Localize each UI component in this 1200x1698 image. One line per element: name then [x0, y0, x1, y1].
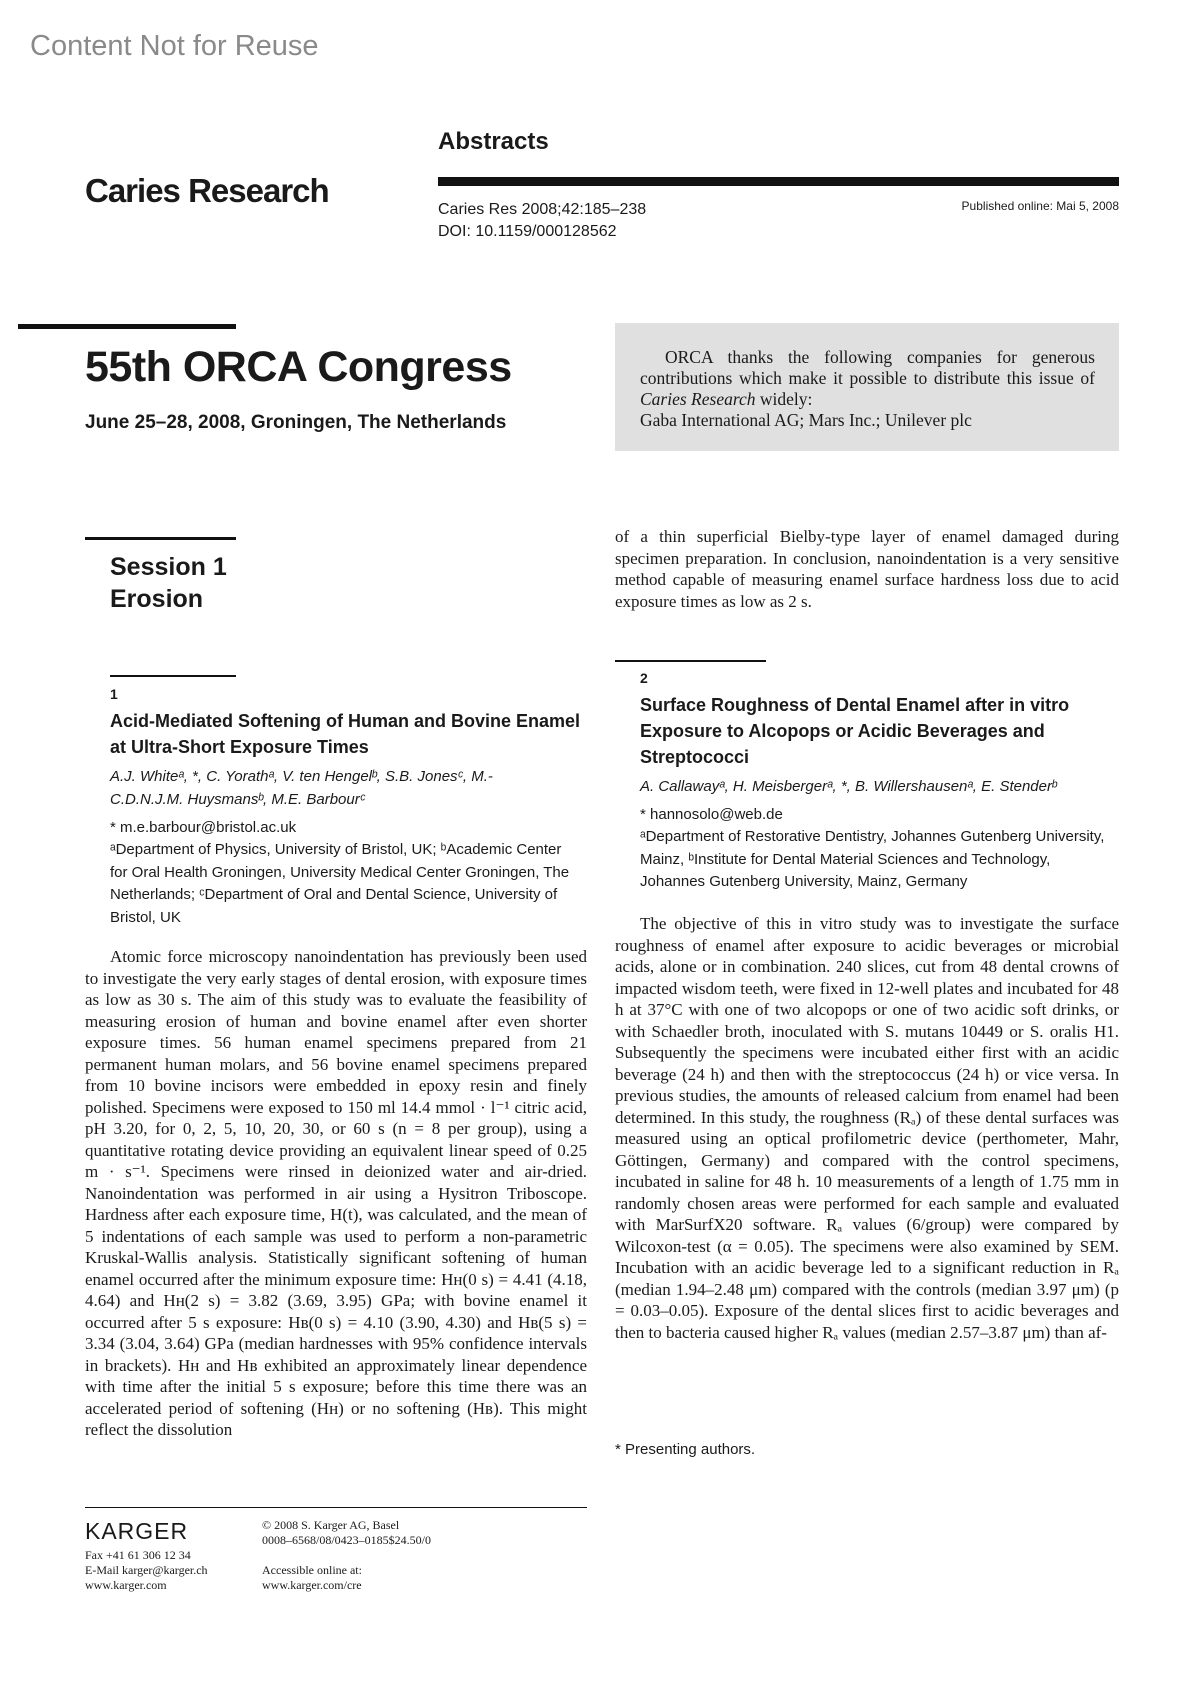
corresponding-email: * hannosolo@web.de: [640, 806, 783, 823]
abstract-authors: A.J. Whiteᵃ, *, C. Yorathᵃ, V. ten Hengelᵇ, S.B. Jonesᶜ, M.-C.D.N.J.M. Huysmansᵇ, M.E. Barbourᶜ: [110, 768, 493, 808]
affiliations: ᵃDepartment of Restorative Dentistry, Johannes Gutenberg University, Mainz, ᵇInstitute for Dental Material Sciences and Technology, Johannes Gutenberg University, Mainz, Germany: [640, 828, 1105, 890]
journal-name: Caries Research: [85, 172, 329, 209]
session-heading: Session 1 Erosion: [110, 553, 227, 613]
doi: DOI: 10.1159/000128562: [438, 223, 617, 240]
divider: [110, 675, 236, 677]
divider: [615, 660, 766, 662]
section-label: Abstracts: [438, 128, 549, 155]
citation: Caries Res 2008;42:185–238: [438, 201, 647, 218]
abstract-1-body: Atomic force microscopy nanoindentation has previously been used to investigate the very early stages of dental erosion, with exposure times as low as 30 s. The aim of this study was to evaluate the feasibility of measuring erosion of human and bovine enamel after even shorter exposure times. 56 human enamel specimens prepared from 21 permanent human molars, and 56 bovine enamel specimens prepared from 10 bovine incisors were embedded in epoxy resin and finely polished. Specimens were exposed to 150 ml 14.4 mmol · l⁻¹ citric acid, pH 3.20, for 0, 2, 5, 10, 20, 30, or 60 s (n = 8 per group), using a quantitative rotating device providing an equivalent linear speed of 0.25 m · s⁻¹. Specimens were rinsed in deionized water and air-dried. Nanoindentation was performed in air using a Hysitron Triboscope. Hardness after each exposure time, H(t), was calculated, and the mean of 5 indentations of each sample was used to perform a non-parametric Kruskal-Wallis analysis. Statistically significant softening of human enamel occurred after the minimum exposure time: Hʜ(0 s) = 4.41 (4.18, 4.64) and Hʜ(2 s) = 3.82 (3.69, 3.95) GPa; with bovine enamel it occurred after 5 s exposure: Hʙ(0 s) = 4.10 (3.90, 4.30) and Hʙ(5 s) = 3.34 (3.04, 3.64) GPa (median hardnesses with 95% confidence intervals in brackets). Hʜ and Hʙ exhibited an approximately linear dependence with time after the initial 5 s exposure; before this time there was an accelerated period of softening (Hʜ) or no softening (Hʙ). This might reflect the dissolution: [85, 947, 587, 1439]
published-date: Published online: Mai 5, 2008: [961, 199, 1119, 213]
footer-divider: [85, 1507, 587, 1508]
sponsor-text: ORCA thanks the following companies for generous contributions which make it possible to distribute this issue of Caries Research widely:: [640, 347, 1095, 409]
fax: Fax +41 61 306 12 34: [85, 1548, 191, 1562]
sponsor-box: [615, 323, 1119, 451]
affiliations: ᵃDepartment of Physics, University of Bristol, UK; ᵇAcademic Center for Oral Health Groningen, University Medical Center Groningen, The Netherlands; ᶜDepartment of Oral and Dental Science, University of Bristol, UK: [110, 841, 570, 926]
issn: 0008–6568/08/0423–0185$24.50/0: [262, 1533, 432, 1547]
abstract-2-body: The objective of this in vitro study was to investigate the surface roughness of enamel after exposure to acidic beverages or microbial acids, alone or in combination. 240 slices, cut from 48 dental crowns of impacted wisdom teeth, were fixed in 12-well plates and incubated for 48 h at 37°C with one of two alcopops or one of two acidic soft drinks, or with Schaedler broth, inoculated with S. mutans 10449 or S. oralis H1. Subsequently the specimens were incubated either first with an acidic beverage (24 h) and then with the streptococcus (24 h) or vice versa. In previous studies, the amounts of released calcium from enamel had been determined. In this study, the roughness (Rₐ) of these dental surfaces was measured using an optical profilometric device (perthometer, Mahr, Göttingen, Germany) and compared with the control specimens, incubated in saline for 48 h. 10 measurements of a length of 1.75 mm in randomly chosen areas were performed for each sample and evaluated with MarSurfX20 software. Rₐ values (6/group) were compared by Wilcoxon-test (α = 0.05). The specimens were also examined by SEM. Incubation with an acidic beverage led to a significant reduction in Rₐ (median 1.94–2.48 μm) compared with the controls (median 3.97 μm) (p = 0.03–0.05). Exposure of the dental slices first to acidic beverages and then to bacteria caused higher Rₐ values (median 2.57–3.87 μm) than af-: [615, 914, 1119, 1342]
accessible-online: Accessible online at: www.karger.com/cre: [262, 1563, 362, 1592]
abstract-authors: A. Callawayᵃ, H. Meisbergerᵃ, *, B. Willershausenᵃ, E. Stenderᵇ: [640, 778, 1057, 795]
divider: [85, 537, 236, 540]
journal-url: www.karger.com/cre: [262, 1578, 362, 1592]
publisher-contact: [85, 1548, 208, 1593]
watermark: Content Not for Reuse: [30, 30, 319, 62]
divider: [18, 324, 236, 329]
abstract-title: Surface Roughness of Dental Enamel after in vitro Exposure to Alcopops or Acidic Beverages and Streptococci: [640, 695, 1070, 767]
contact-email: E-Mail karger@karger.ch: [85, 1563, 208, 1577]
congress-title: 55th ORCA Congress: [85, 343, 512, 391]
citation-block: [438, 199, 646, 243]
congress-subtitle: June 25–28, 2008, Groningen, The Netherlands: [85, 412, 507, 433]
abstract-number: 1: [110, 686, 118, 702]
abstract-number: 2: [640, 670, 648, 686]
abstract-1-header: [110, 686, 587, 929]
journal-ref: Caries Research: [640, 389, 756, 409]
publisher-logo: KARGER: [85, 1518, 189, 1544]
abstract-1-continuation: of a thin superficial Bielby-type layer of enamel damaged during specimen preparation. In conclusion, nanoindentation is a very sensitive method capable of measuring enamel surface hardness loss due to acid exposure times as low as 2 s.: [615, 527, 1119, 611]
header-bar: [438, 177, 1119, 186]
publisher-website: www.karger.com: [85, 1578, 167, 1592]
corresponding-email: * m.e.barbour@bristol.ac.uk: [110, 819, 297, 836]
copyright: © 2008 S. Karger AG, Basel 0008–6568/08/0423–0185$24.50/0: [262, 1518, 432, 1547]
sponsor-companies: Gaba International AG; Mars Inc.; Unilever plc: [640, 410, 972, 430]
abstract-title: Acid-Mediated Softening of Human and Bovine Enamel at Ultra-Short Exposure Times: [110, 711, 581, 757]
footnote: * Presenting authors.: [615, 1441, 756, 1458]
abstract-2-header: [640, 670, 1119, 894]
